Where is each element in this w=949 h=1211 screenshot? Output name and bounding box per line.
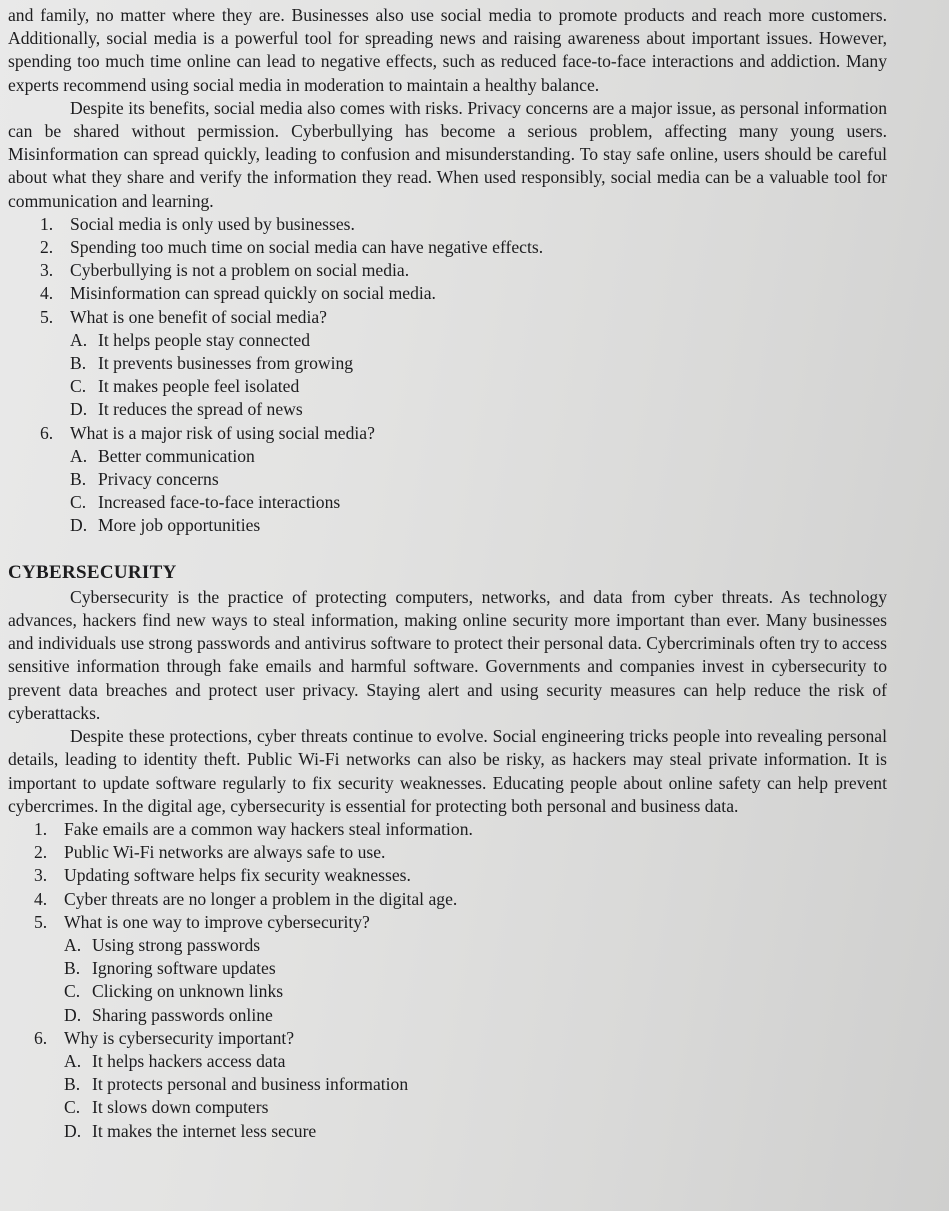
option-letter: B. xyxy=(64,1074,81,1095)
answer-option xyxy=(64,1050,887,1073)
answer-options xyxy=(34,1050,887,1143)
question-text: Why is cybersecurity important? xyxy=(64,1027,295,1048)
option-text: Increased face-to-face interactions xyxy=(98,492,341,513)
cybersecurity-paragraph-2: Despite these protections, cyber threats continue to evolve. Social engineering tricks people into revealing personal details, leading to identity theft. Public Wi-Fi networks can also be risky, as hackers may steal private information. It is important to update software regularly to fix security weaknesses. Educating people about online safety can help prevent cybercrimes. In the digital age, cybersecurity is essential for protecting both personal and business data. xyxy=(8,726,887,816)
option-text: Privacy concerns xyxy=(98,469,219,490)
answer-option xyxy=(70,398,887,421)
answer-option xyxy=(70,491,887,514)
cybersecurity-section xyxy=(8,561,887,1143)
option-letter: C. xyxy=(70,376,87,397)
option-letter: D. xyxy=(70,399,88,420)
option-text: It slows down computers xyxy=(92,1097,269,1118)
question-number: 5. xyxy=(34,911,48,932)
question-number: 6. xyxy=(40,422,54,443)
option-text: Clicking on unknown links xyxy=(92,981,284,1002)
question-item xyxy=(40,213,887,236)
question-text: Cyberbullying is not a problem on social media. xyxy=(70,260,410,281)
question-text: Misinformation can spread quickly on social media. xyxy=(70,283,436,304)
question-number: 1. xyxy=(40,213,54,234)
option-letter: B. xyxy=(70,353,87,374)
answer-option xyxy=(70,514,887,537)
question-number: 2. xyxy=(34,842,48,863)
question-number: 4. xyxy=(34,888,48,909)
option-letter: B. xyxy=(70,469,87,490)
answer-option xyxy=(64,980,887,1003)
option-letter: D. xyxy=(64,1120,82,1141)
option-text: It helps people stay connected xyxy=(98,329,311,350)
answer-option xyxy=(64,1073,887,1096)
social-media-section xyxy=(8,4,887,538)
question-item xyxy=(34,888,887,911)
answer-options xyxy=(40,445,887,538)
answer-option xyxy=(70,468,887,491)
option-letter: D. xyxy=(70,515,88,536)
answer-option xyxy=(64,1004,887,1027)
option-text: Ignoring software updates xyxy=(92,958,276,979)
social-media-paragraph-1: and family, no matter where they are. Businesses also use social media to promote products and reach more customers. Additionally, social media is a powerful tool for spreading news and raising awareness about important issues. However, spending too much time online can lead to negative effects, such as reduced face-to-face interactions and addiction. Many experts recommend using social media in moderation to maintain a healthy balance. xyxy=(8,5,887,95)
answer-option xyxy=(64,934,887,957)
cybersecurity-paragraph-1: Cybersecurity is the practice of protecting computers, networks, and data from cyber threats. As technology advances, hackers find new ways to steal information, making online security more important than ever. Many businesses and individuals use strong passwords and antivirus software to protect their personal data. Cybercriminals often try to access sensitive information through fake emails and harmful software. Governments and companies invest in cybersecurity to prevent data breaches and protect user privacy. Staying alert and using security measures can help reduce the risk of cyberattacks. xyxy=(8,586,887,723)
question-number: 3. xyxy=(40,260,54,281)
answer-option xyxy=(70,445,887,468)
section-heading: CYBERSECURITY xyxy=(8,561,177,583)
question-item xyxy=(40,422,887,538)
question-number: 4. xyxy=(40,283,54,304)
question-item xyxy=(34,911,887,1027)
option-letter: A. xyxy=(64,934,82,955)
question-item xyxy=(40,236,887,259)
question-item xyxy=(34,841,887,864)
option-letter: B. xyxy=(64,958,81,979)
question-text: Public Wi-Fi networks are always safe to use. xyxy=(64,842,386,863)
question-number: 3. xyxy=(34,865,48,886)
question-number: 1. xyxy=(34,818,48,839)
option-text: Better communication xyxy=(98,445,255,466)
question-item xyxy=(34,1027,887,1143)
cybersecurity-questions xyxy=(8,818,887,1143)
option-text: It prevents businesses from growing xyxy=(98,353,354,374)
answer-option xyxy=(70,329,887,352)
option-letter: C. xyxy=(70,492,87,513)
option-letter: A. xyxy=(70,445,88,466)
answer-option xyxy=(64,957,887,980)
answer-options xyxy=(34,934,887,1027)
question-item xyxy=(40,259,887,282)
option-text: It helps hackers access data xyxy=(92,1050,286,1071)
option-text: Sharing passwords online xyxy=(92,1004,273,1025)
question-number: 5. xyxy=(40,306,54,327)
option-letter: C. xyxy=(64,981,81,1002)
answer-option xyxy=(70,352,887,375)
answer-option xyxy=(64,1096,887,1119)
option-text: It reduces the spread of news xyxy=(98,399,303,420)
option-letter: A. xyxy=(70,329,88,350)
question-number: 2. xyxy=(40,237,54,258)
option-text: It makes people feel isolated xyxy=(98,376,300,397)
question-text: What is one way to improve cybersecurity? xyxy=(64,911,370,932)
question-item xyxy=(34,864,887,887)
question-text: What is a major risk of using social media? xyxy=(70,422,375,443)
option-letter: D. xyxy=(64,1004,82,1025)
social-media-questions xyxy=(8,213,887,538)
option-text: It makes the internet less secure xyxy=(92,1120,317,1141)
question-text: What is one benefit of social media? xyxy=(70,306,327,327)
option-text: It protects personal and business information xyxy=(92,1074,409,1095)
social-media-paragraph-2: Despite its benefits, social media also comes with risks. Privacy concerns are a major issue, as personal information can be shared without permission. Cyberbullying has become a serious problem, affecting many young users. Misinformation can spread quickly, leading to confusion and misunderstanding. To stay safe online, users should be careful about what they share and verify the information they read. When used responsibly, social media can be a valuable tool for communication and learning. xyxy=(8,97,887,211)
question-item xyxy=(40,282,887,305)
option-letter: C. xyxy=(64,1097,81,1118)
question-text: Cyber threats are no longer a problem in the digital age. xyxy=(64,888,458,909)
option-letter: A. xyxy=(64,1050,82,1071)
answer-option xyxy=(64,1120,887,1143)
answer-option xyxy=(70,375,887,398)
question-number: 6. xyxy=(34,1027,48,1048)
question-text: Social media is only used by businesses. xyxy=(70,213,355,234)
question-text: Fake emails are a common way hackers steal information. xyxy=(64,818,473,839)
question-item xyxy=(40,306,887,422)
option-text: More job opportunities xyxy=(98,515,261,536)
question-text: Updating software helps fix security weaknesses. xyxy=(64,865,411,886)
answer-options xyxy=(40,329,887,422)
option-text: Using strong passwords xyxy=(92,934,261,955)
question-item xyxy=(34,818,887,841)
question-text: Spending too much time on social media can have negative effects. xyxy=(70,237,544,258)
